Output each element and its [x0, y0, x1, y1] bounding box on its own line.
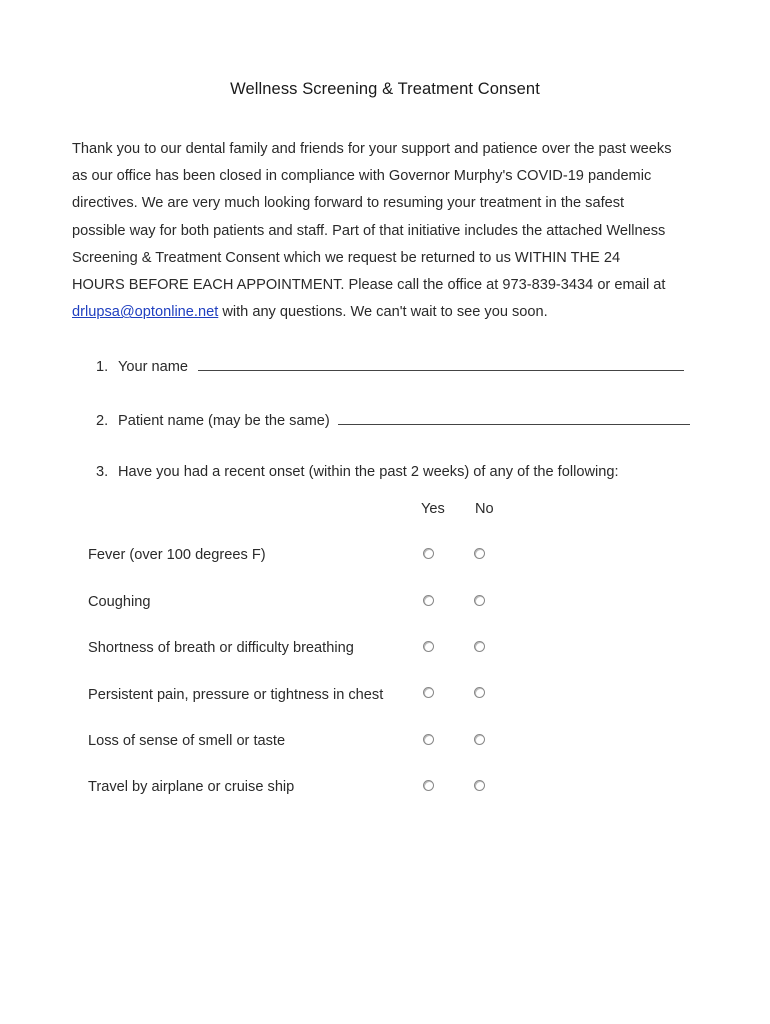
shortness-of-breath-no-radio[interactable] [474, 641, 485, 652]
question-number: 2. [96, 413, 109, 429]
patient-name-field[interactable] [338, 410, 690, 425]
question-number: 3. [96, 464, 109, 480]
intro-line-rest: with any questions. We can't wait to see you soon. [218, 304, 548, 321]
yes-column-header: Yes [421, 501, 445, 517]
fever-yes-radio[interactable] [423, 548, 434, 559]
question-number: 1. [96, 359, 109, 375]
chest-pain-yes-radio[interactable] [423, 687, 434, 698]
intro-line: HOURS BEFORE EACH APPOINTMENT. Please call the office at 973-839-3434 or email at [72, 277, 666, 294]
symptom-travel: Travel by airplane or cruise ship [88, 779, 295, 795]
question-recent-onset [96, 464, 619, 480]
intro-line: Screening & Treatment Consent which we request be returned to us WITHIN THE 24 [72, 249, 621, 266]
your-name-field[interactable] [198, 356, 684, 371]
loss-of-smell-yes-radio[interactable] [423, 734, 434, 745]
intro-line: directives. We are very much looking forward to resuming your treatment in the safest [72, 195, 625, 212]
intro-line: as our office has been closed in compliance with Governor Murphy's COVID-19 pandemic [72, 168, 652, 185]
symptom-coughing: Coughing [88, 594, 151, 610]
question-label: Patient name (may be the same) [118, 413, 330, 429]
fever-no-radio[interactable] [474, 548, 485, 559]
symptom-loss-of-smell: Loss of sense of smell or taste [88, 733, 286, 749]
question-label: Your name [118, 359, 189, 375]
form-title: Wellness Screening & Treatment Consent [230, 80, 540, 98]
intro-line: possible way for both patients and staff. Part of that initiative includes the attached Wellness [72, 222, 666, 239]
chest-pain-no-radio[interactable] [474, 687, 485, 698]
loss-of-smell-no-radio[interactable] [474, 734, 485, 745]
symptom-fever: Fever (over 100 degrees F) [88, 547, 266, 563]
question-your-name [96, 356, 684, 375]
no-column-header: No [475, 501, 494, 517]
coughing-no-radio[interactable] [474, 595, 485, 606]
question-label: Have you had a recent onset (within the past 2 weeks) of any of the following: [118, 464, 619, 480]
travel-yes-radio[interactable] [423, 780, 434, 791]
travel-no-radio[interactable] [474, 780, 485, 791]
intro-line-last [72, 299, 712, 326]
question-patient-name [96, 410, 690, 429]
coughing-yes-radio[interactable] [423, 595, 434, 606]
intro-line: Thank you to our dental family and friends for your support and patience over the past weeks [72, 141, 672, 157]
symptom-shortness-of-breath: Shortness of breath or difficulty breathing [88, 640, 354, 656]
symptom-chest-pain: Persistent pain, pressure or tightness in chest [88, 687, 384, 703]
intro-paragraph [72, 136, 712, 326]
email-link[interactable]: drlupsa@optonline.net [72, 304, 219, 321]
shortness-of-breath-yes-radio[interactable] [423, 641, 434, 652]
